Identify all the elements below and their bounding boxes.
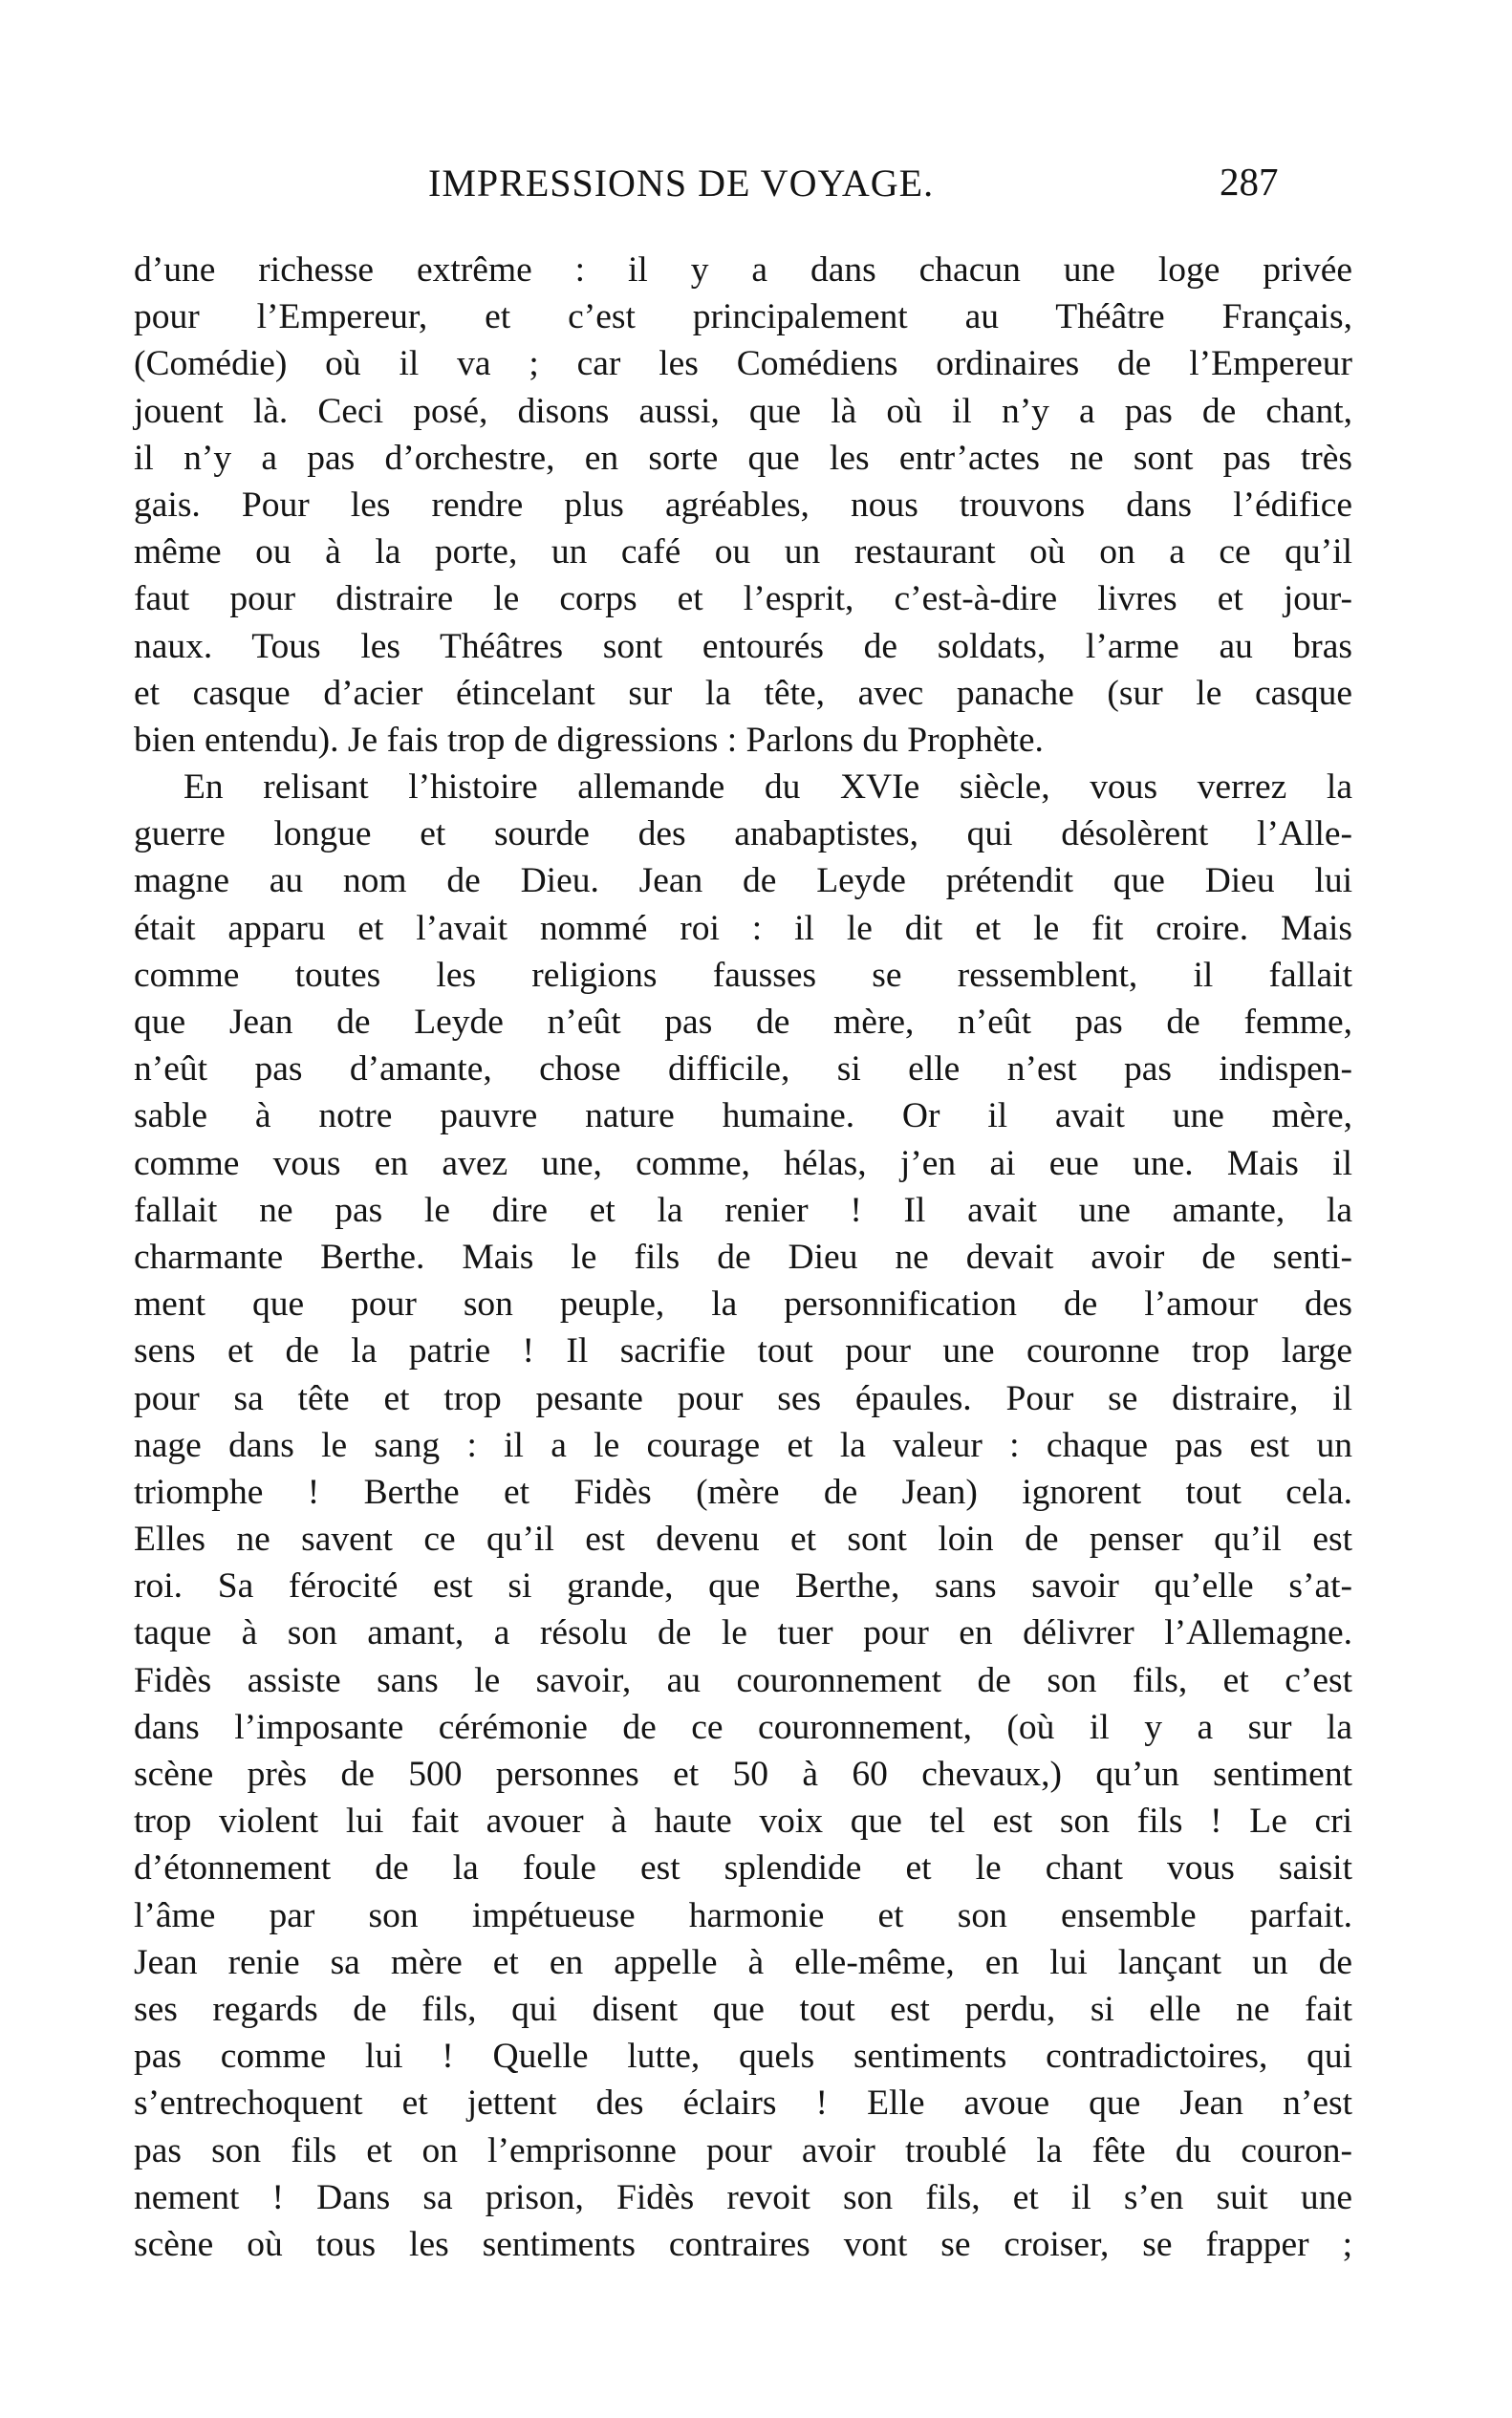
text-line: il n’y a pas d’orchestre, en sorte que les entr’actes ne sont pas très [134,438,1352,478]
text-line: Fidès assiste sans le savoir, au couronnement de son fils, et c’est [134,1660,1352,1700]
text-line: l’âme par son impétueuse harmonie et son ensemble parfait. [134,1895,1352,1935]
text-line: roi. Sa férocité est si grande, que Berthe, sans savoir qu’elle s’at- [134,1566,1352,1607]
text-line: ment que pour son peuple, la personnification de l’amour des [134,1285,1352,1325]
text-line: scène près de 500 personnes et 50 à 60 chevaux,) qu’un sentiment [134,1755,1352,1794]
text-line: (Comédie) où il va ; car les Comédiens ordinaires de l’Empereur [134,344,1352,384]
text-line: comme toutes les religions fausses se ressemblent, il fallait [134,955,1352,995]
text-line: d’une richesse extrême : il y a dans chacun une loge privée [134,250,1352,290]
text-line: bien entendu). Je fais trop de digressions : Parlons du Prophète. [134,720,1044,760]
text-line: Elles ne savent ce qu’il est devenu et sont loin de penser qu’il est [134,1520,1352,1560]
text-line: était apparu et l’avait nommé roi : il le dit et le fit croire. Mais [134,908,1352,948]
text-line: scène où tous les sentiments contraires vont se croiser, se frapper ; [134,2224,1352,2264]
text-line: charmante Berthe. Mais le fils de Dieu ne devait avoir de senti- [134,1237,1352,1277]
text-line: pour l’Empereur, et c’est principalement au Théâtre Français, [134,297,1352,337]
text-line: comme vous en avez une, comme, hélas, j’en ai eue une. Mais il [134,1143,1352,1183]
running-title: IMPRESSIONS DE VOYAGE. [428,162,935,205]
text-line: En relisant l’histoire allemande du XVIe siècle, vous verrez la [184,767,1352,808]
text-line: nement ! Dans sa prison, Fidès revoit son fils, et il s’en suit une [134,2177,1352,2217]
text-line: n’eût pas d’amante, chose difficile, si elle n’est pas indispen- [134,1049,1352,1090]
text-line: taque à son amant, a résolu de le tuer pour en délivrer l’Allemagne. [134,1613,1352,1653]
text-line: trop violent lui fait avouer à haute voix que tel est son fils ! Le cri [134,1802,1352,1842]
text-line: magne au nom de Dieu. Jean de Leyde prétendit que Dieu lui [134,861,1352,901]
text-line: jouent là. Ceci posé, disons aussi, que là où il n’y a pas de chant, [134,391,1352,431]
text-line: fallait ne pas le dire et la renier ! Il avait une amante, la [134,1190,1352,1230]
text-line: guerre longue et sourde des anabaptistes, qui désolèrent l’Alle- [134,814,1352,854]
text-line: d’étonnement de la foule est splendide et le chant vous saisit [134,1848,1352,1889]
text-line: sable à notre pauvre nature humaine. Or il avait une mère, [134,1096,1352,1136]
text-line: ses regards de fils, qui disent que tout est perdu, si elle ne fait [134,1989,1352,2029]
text-line: pour sa tête et trop pesante pour ses épaules. Pour se distraire, il [134,1378,1352,1418]
text-line: dans l’imposante cérémonie de ce couronnement, (où il y a sur la [134,1707,1352,1747]
text-line: s’entrechoquent et jettent des éclairs ! Elle avoue que Jean n’est [134,2083,1352,2124]
text-line: naux. Tous les Théâtres sont entourés de soldats, l’arme au bras [134,626,1352,666]
text-line: Jean renie sa mère et en appelle à elle-même, en lui lançant un de [134,1942,1352,1982]
text-line: gais. Pour les rendre plus agréables, nous trouvons dans l’édifice [134,485,1352,525]
text-line: pas comme lui ! Quelle lutte, quels sentiments contradictoires, qui [134,2037,1352,2077]
text-line: et casque d’acier étincelant sur la tête, avec panache (sur le casque [134,673,1352,713]
text-line: même ou à la porte, un café ou un restaurant où on a ce qu’il [134,532,1352,572]
body-text [134,247,1352,2268]
text-line: nage dans le sang : il a le courage et la valeur : chaque pas est un [134,1425,1352,1465]
text-line: sens et de la patrie ! Il sacrifie tout pour une couronne trop large [134,1331,1352,1371]
text-line: triomphe ! Berthe et Fidès (mère de Jean) ignorent tout cela. [134,1472,1352,1512]
text-line: faut pour distraire le corps et l’esprit, c’est-à-dire livres et jour- [134,579,1352,619]
page-number: 287 [1220,160,1279,204]
text-line: pas son fils et on l’emprisonne pour avoir troublé la fête du couron- [134,2130,1352,2170]
text-line: que Jean de Leyde n’eût pas de mère, n’eût pas de femme, [134,1003,1352,1042]
